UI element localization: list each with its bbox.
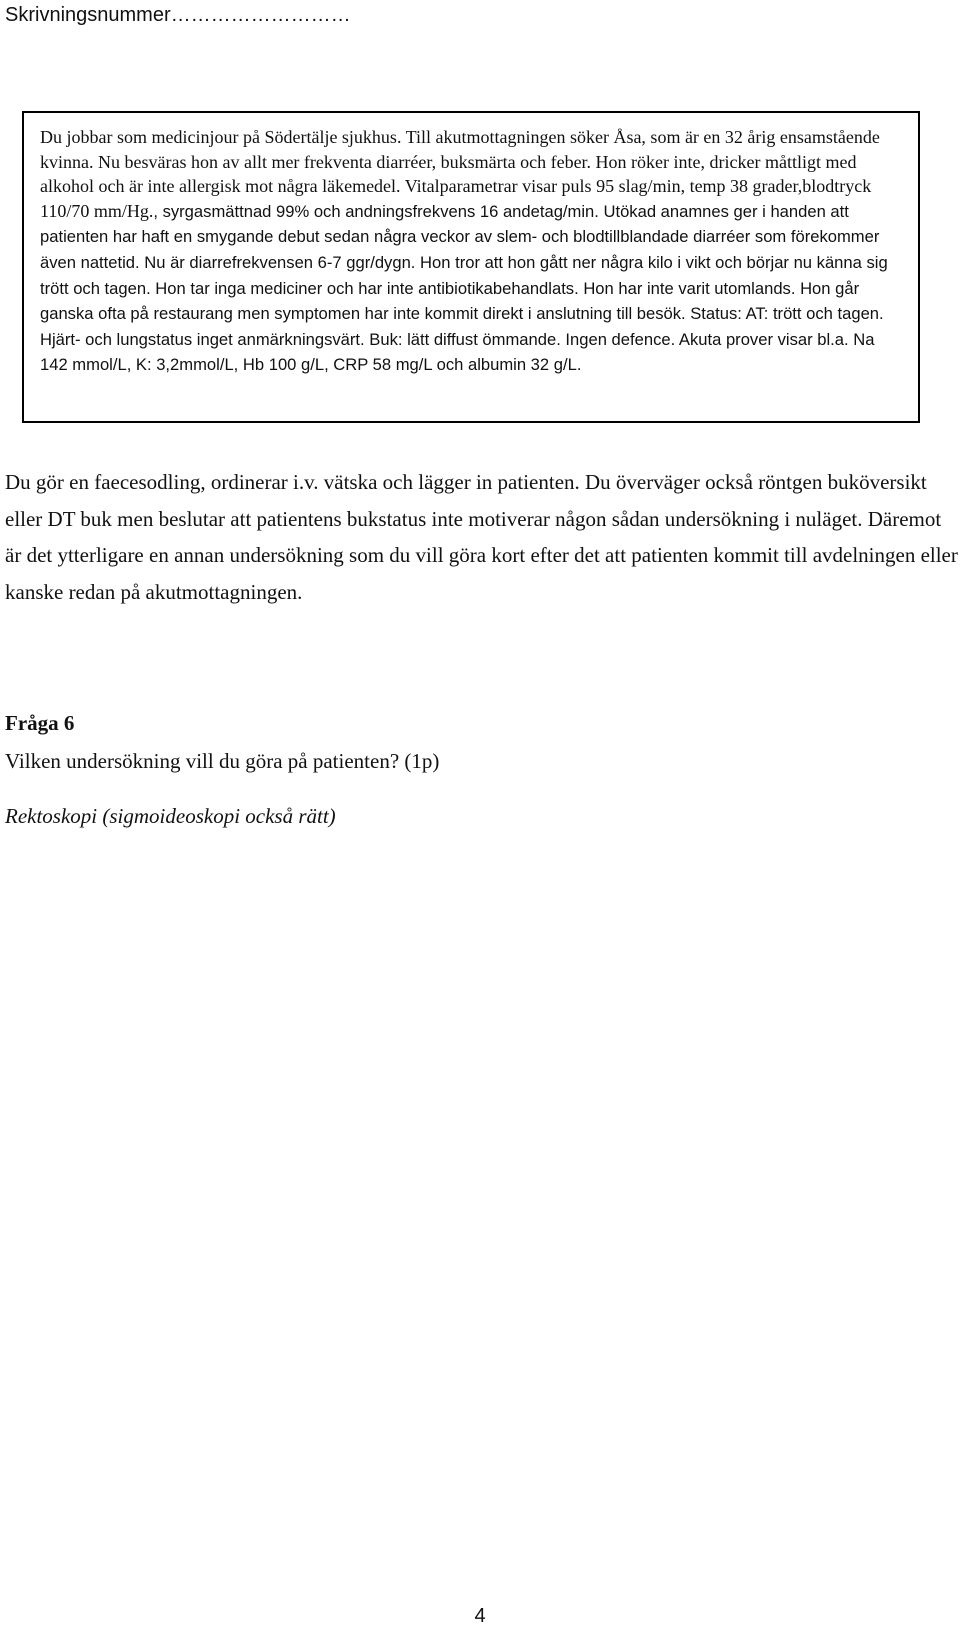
scenario-paragraph: Du gör en faecesodling, ordinerar i.v. vätska och lägger in patienten. Du överväger också röntgen buköversikt eller DT buk men beslutar att patientens bukstatus inte motiverar någon sådan undersökning i nuläget. Däremot är det ytterligare en annan undersökning som du vill göra kort efter det att patienten kommit till avdelningen eller kanske redan på akutmottagningen. <box>5 470 958 604</box>
question-title: Fråga 6 <box>5 711 75 735</box>
case-description <box>40 125 904 378</box>
case-text-serif-part: Du jobbar som medicinjour på Södertälje sjukhus. Till akutmottagningen söker Åsa, som är en 32 årig ensamstående kvinna. Nu besväras hon av allt mer frekventa diarréer, buksmärta och feber. Hon röker inte, dricker måttligt med alkohol och är inte allergisk mot några läkemedel. Vitalparametrar visar puls 95 slag/min, temp 38 grader,blodtryck 110/70 mm/Hg. <box>40 127 880 221</box>
exam-number-header: Skrivningsnummer……………………… <box>5 4 351 26</box>
answer-text: Rektoskopi (sigmoideoskopi också rätt) <box>5 804 336 828</box>
case-text-sans-part: , syrgasmättnad 99% och andningsfrekvens 16 andetag/min. Utökad anamnes ger i handen att patienten har haft en smygande debut sedan några veckor av slem- och blodtillblandade diarréer som förekommer även nattetid. Nu är diarrefrekvensen 6-7 ggr/dygn. Hon tror att hon gått ner några kilo i vikt och börjar nu känna sig trött och tagen. Hon tar inga mediciner och har inte antibiotikabehandlats. Hon har inte varit utomlands. Hon går ganska ofta på restaurang men symptomen har inte kommit direkt i anslutning till besök. Status: AT: trött och tagen. Hjärt- och lungstatus inget anmärkningsvärt. Buk: lätt diffust ömmande. Ingen defence. Akuta prover visar bl.a. Na 142 mmol/L, K: 3,2mmol/L, Hb 100 g/L, CRP 58 mg/L och albumin 32 g/L. <box>40 201 888 375</box>
question-text: Vilken undersökning vill du göra på patienten? (1p) <box>5 749 440 773</box>
page-number: 4 <box>474 1605 486 1627</box>
case-description-box <box>22 111 920 423</box>
